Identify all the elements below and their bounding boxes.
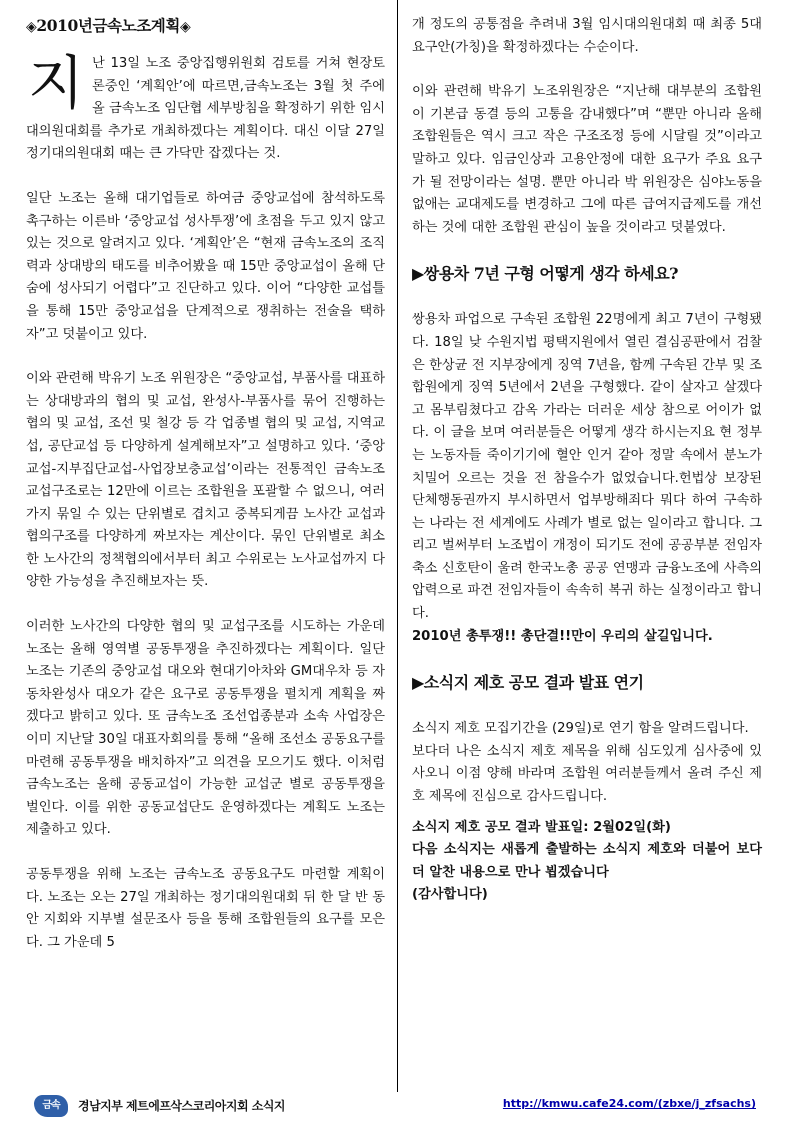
union-logo-icon: 금속 — [34, 1095, 68, 1117]
ssangyong-body: 쌍용차 파업으로 구속된 조합원 22명에게 최고 7년이 구형됐다. 18일 낮 수원지법 평택지원에서 열린 결심공판에서 검찰은 한상균 전 지부장에게 징역 7년을, 함께 구속된 간부 및 조합원에게 징역 5년에서 2년을 구형했다. 같이 살자고 살겠다고 몸부림쳤다고 감옥 가라는 더러운 세상 참으로 어이가 없다. 이 글을 보며 여러분들은 어떻게 생각 하시는지요 현 정부는 노동자들 죽이기기에 혈안 인거 같아 정말 속에서 분노가 치밀어 오르는 것을 전 참을수가 없었습니다.헌법상 보장된 단체행동권까지 부시하면서 업부방해죄다 뭐다 하여 구속하는 나라는 전 세계에도 사례가 별로 없는 일이라고 합니다. 그리고 벌써부터 노조법이 개정이 되기도 전에 공공부분 전임자 축소 신호탄이 울려 한국노총 공공 연맹과 금융노조에 사측의 압력으로 파견 전임자들이 속속히 복귀 하는 실정이라고 합니다. — [412, 312, 762, 622]
article-paragraph-5-part-1 — [26, 864, 385, 954]
ssangyong-heading: ▶쌍용차 7년 구형 어떻게 생각 하세요? — [412, 264, 679, 284]
article-paragraph-6: 이와 관련해 박유기 노조위원장은 “지난해 대부분의 조합원이 기본급 동결 등의 고통을 감내했다”며 “뿐만 아니라 올해 조합원들은 역시 크고 작은 구조조정 등에 시달릴 것”이라고 말하고 있다. 임금인상과 고용안정에 대한 요구가 주요 요구가 될 전망이라는 설명. 뿐만 아니라 박 위원장은 심야노동을 없애는 교대제도를 변경하고 그에 따른 급여지급제도를 개선하는 것에 대한 조합원 관심이 높을 것이라고 덧붙였다. — [412, 84, 762, 235]
article-paragraph-5-part-2 — [412, 14, 762, 59]
dropcap: 지 — [28, 49, 83, 117]
announce-next: 다음 소식지는 새롭게 출발하는 소식지 제호와 더불어 보다더 알찬 내용으로 만나 뵙겠습니다 — [412, 842, 762, 880]
article-title — [26, 14, 385, 39]
footer-url-link[interactable]: http://kmwu.cafe24.com/(zbxe/j_zfsachs) — [502, 1097, 756, 1110]
left-column — [0, 0, 398, 954]
footer-org-name: 경남지부 제트에프삭스코리아지회 소식지 — [78, 1099, 286, 1113]
thanks-text: (감사합니다) — [412, 887, 488, 903]
article-paragraph-4: 이러한 노사간의 다양한 협의 및 교섭구조를 시도하는 가운데 노조는 올해 영역별 공동투쟁을 추진하겠다는 계획이다. 일단 노조는 기존의 중앙교섭 대오와 현대기아차와 GM대우차 등 자동차완성사 대오가 같은 요구로 공동투쟁을 펼치게 계획을 짜겠다고 밝히고 있다. 또 금속노조 조선업종분과 소속 사업장은 이미 지난달 30일 대표자회의를 통해 “올해 조선소 공동요구를 마련해 공동투쟁을 배치하자”고 의견을 모으기도 했다. 이처럼 금속노조는 올해 공동교섭이 가능한 교섭군 별로 공동투쟁을 벌인다. 이를 위한 공동교섭단도 운영하겠다는 계획도 노조는 제출하고 있다. — [26, 619, 385, 838]
ssangyong-closing: 2010년 총투쟁!! 총단결!!만이 우리의 살길입니다. — [412, 628, 713, 644]
diamond-icon: ◈ — [179, 19, 191, 35]
footer — [0, 1094, 794, 1123]
paragraph-text: 개 정도의 공통점을 추려내 3월 임시대의원대회 때 최종 5대 요구안(가칭)을 확정하겠다는 수순이다. — [412, 17, 762, 55]
newsletter-paragraph-2: 보다더 나은 소식지 제호 제목을 위해 심도있게 심사중에 있사오니 이점 양해 바라며 조합원 여러분들께서 올려 주신 제호 제목에 진심으로 감사드립니다. — [412, 743, 762, 805]
newsletter-heading: ▶소식지 제호 공모 결과 발표 연기 — [412, 673, 644, 693]
right-column — [399, 0, 794, 907]
diamond-icon: ◈ — [26, 19, 37, 35]
paragraph-text: 난 13일 노조 중앙집행위원회 검토를 거쳐 현장토론중인 ‘계획안’에 따르면,금속노조는 3월 첫 주에 올 금속노조 임단협 세부방침을 확정하기 위한 임시대의원대회를 추가로 개최하겠다는 계획이다. 대신 이달 27일 정기대의원대회 때는 큰 가닥만 잡겠다는 것. — [26, 56, 385, 162]
newsletter-paragraph-1: 소식지 제호 모집기간을 (29일)로 연기 함을 알려드립니다. — [412, 721, 749, 737]
column-divider — [397, 0, 398, 1092]
article-paragraph-2: 일단 노조는 올해 대기업들로 하여금 중앙교섭에 참석하도록 촉구하는 이른바 ‘중앙교섭 성사투쟁’에 초점을 두고 있지 않고 있는 것으로 알려지고 있다. ‘계획안’은 “현재 금속노조의 조직력과 상대방의 태도를 비추어봤을 때 15만 중앙교섭이 올해 단숨에 성사되기 어렵다”고 진단하고 있다. 이어 “다양한 교섭틀을 통해 15만 중앙교섭을 단계적으로 쟁취하는 전술을 택하자”고 덧붙이고 있다. — [26, 190, 385, 342]
article-paragraph-1 — [26, 49, 385, 166]
article-paragraph-3: 이와 관련해 박유기 노조 위원장은 “중앙교섭, 부품사를 대표하는 상대방과의 협의 및 교섭, 완성사-부품사를 묶어 진행하는 협의 및 교섭, 조선 및 철강 등 각 업종별 협의 및 교섭, 지역교섭, 공단교섭 등 다양하게 설계해보자”고 설명하고 있다. ‘중앙교섭-지부집단교섭-사업장보충교섭’이라는 전통적인 금속노조 교섭구조로는 12만에 이르는 조합원을 포괄할 수 없으니, 여러 가지 묶일 수 있는 단위별로 겹치고 중복되게끔 노사간 교섭과 협의구조를 다양하게 짜보자는 계산이다. 묶인 단위별로 최소한 노사간의 정책협의에서부터 최고 수위로는 노사교섭까지 다양한 가능성을 추진해보자는 뜻. — [26, 371, 385, 590]
article-title-text: 2010년금속노조계획 — [36, 16, 180, 35]
paragraph-text: 공동투쟁을 위해 노조는 금속노조 공동요구도 마련할 계획이다. 노조는 오는 27일 개최하는 정기대의원대회 뒤 한 달 반 동안 지회와 지부별 설문조사 등을 통해 조합원들의 요구를 모은다. 그 가운데 5 — [26, 867, 385, 950]
announce-date: 소식지 제호 공모 결과 발표일: 2월02일(화) — [412, 819, 671, 835]
